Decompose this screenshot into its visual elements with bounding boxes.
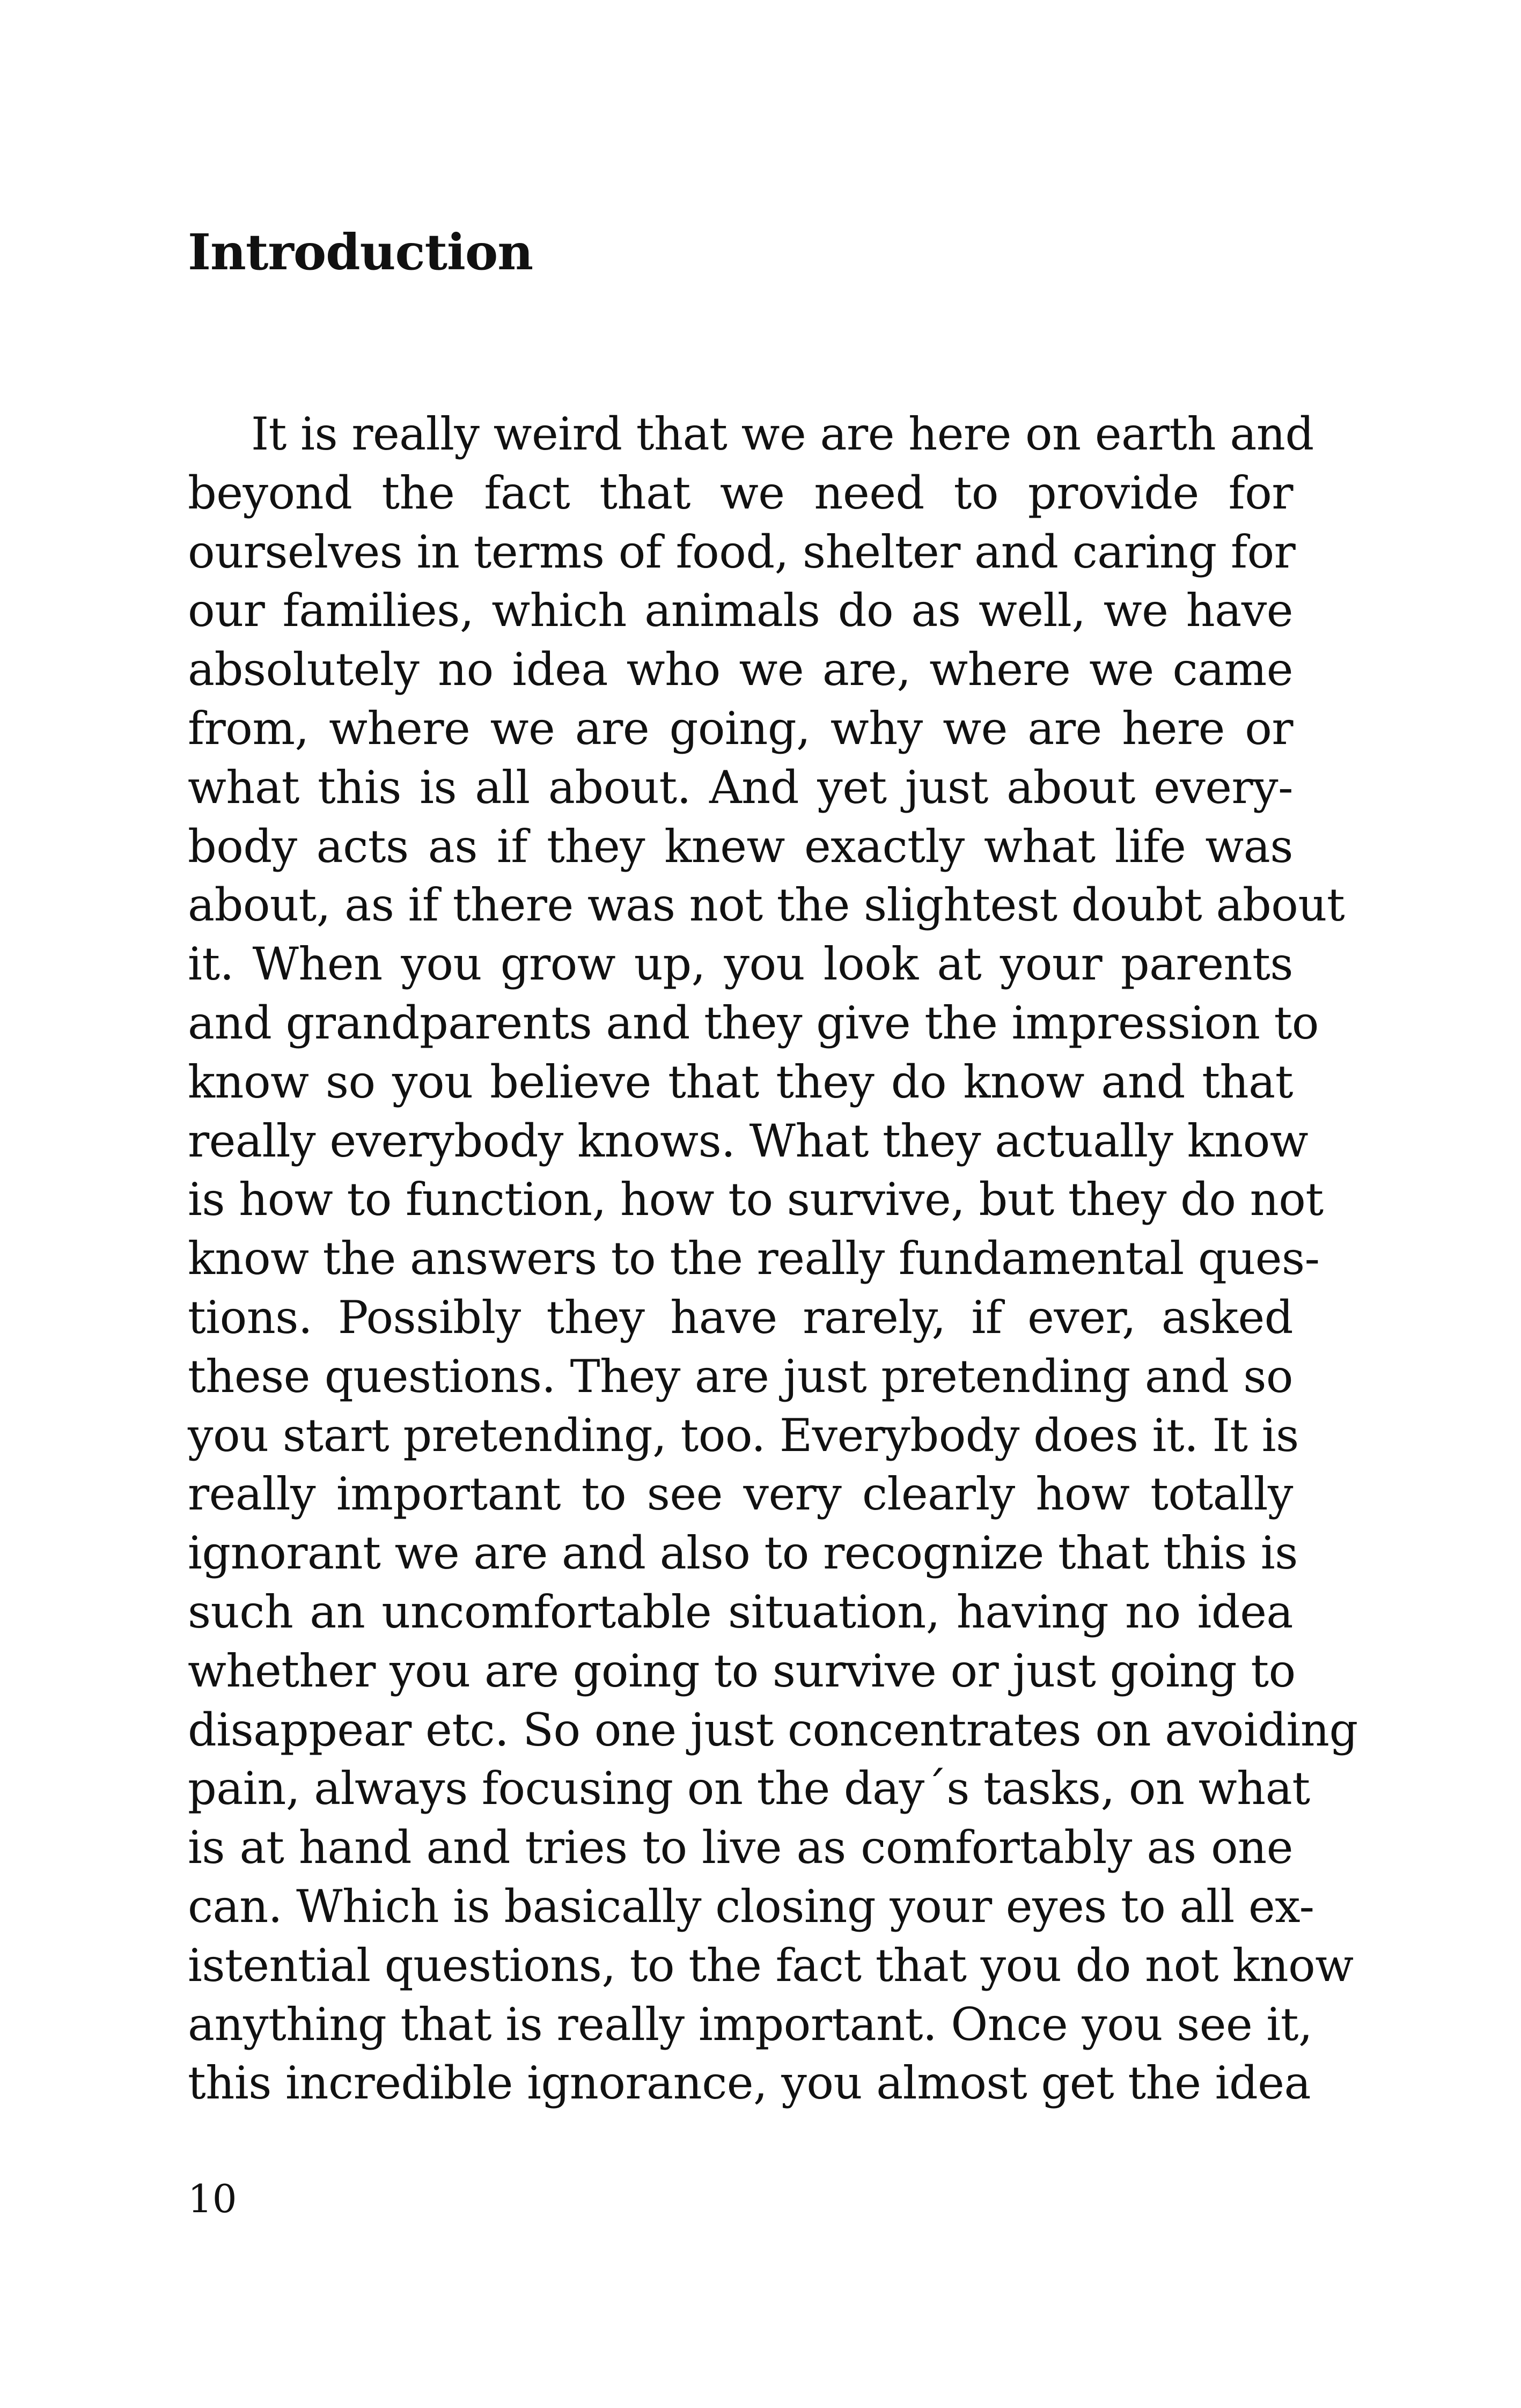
text-line: is how to function, how to survive, but they do not: [188, 1173, 1324, 1226]
text-line: our families, which animals do as well, we have: [188, 584, 1293, 637]
text-line: whether you are going to survive or just going to: [188, 1644, 1296, 1697]
text-line: ignorant we are and also to recognize that this is: [188, 1527, 1298, 1580]
text-line: this incredible ignorance, you almost get the idea: [188, 2057, 1311, 2110]
text-line: these questions. They are just pretending and so: [188, 1350, 1293, 1403]
text-line: istential questions, to the fact that you do not know: [188, 1939, 1354, 1992]
text-line: anything that is really important. Once you see it,: [188, 1998, 1313, 2051]
chapter-heading: Introduction: [188, 223, 533, 281]
text-line: beyond the fact that we need to provide for: [188, 466, 1293, 519]
body-paragraph: [188, 405, 1358, 2113]
text-line: absolutely no idea who we are, where we came: [188, 643, 1293, 696]
text-line: know so you believe that they do know and that: [188, 1055, 1293, 1108]
text-line: from, where we are going, why we are here or: [188, 702, 1293, 755]
text-line: pain, always focusing on the day´s tasks, on what: [188, 1762, 1310, 1815]
text-line: body acts as if they knew exactly what life was: [188, 820, 1293, 873]
text-line: ourselves in terms of food, shelter and caring for: [188, 525, 1296, 578]
text-line: about, as if there was not the slightest doubt about: [188, 879, 1345, 932]
text-line: such an uncomfortable situation, having no idea: [188, 1585, 1293, 1638]
text-line: know the answers to the really fundamental ques-: [188, 1232, 1320, 1285]
text-line: you start pretending, too. Everybody does it. It is: [188, 1409, 1299, 1462]
page-number: 10: [188, 2176, 237, 2221]
text-line: it. When you grow up, you look at your parents: [188, 938, 1293, 991]
text-line: can. Which is basically closing your eyes to all ex-: [188, 1880, 1314, 1933]
text-line: and grandparents and they give the impression to: [188, 996, 1319, 1049]
text-line: really important to see very clearly how totally: [188, 1468, 1293, 1521]
text-line: It is really weird that we are here on earth and: [251, 408, 1314, 460]
text-line: is at hand and tries to live as comfortably as one: [188, 1821, 1293, 1874]
text-line: what this is all about. And yet just about every-: [188, 761, 1293, 814]
text-line: really everybody knows. What they actually know: [188, 1114, 1309, 1167]
text-line: disappear etc. So one just concentrates on avoiding: [188, 1703, 1358, 1756]
text-line: tions. Possibly they have rarely, if ever, asked: [188, 1291, 1293, 1344]
